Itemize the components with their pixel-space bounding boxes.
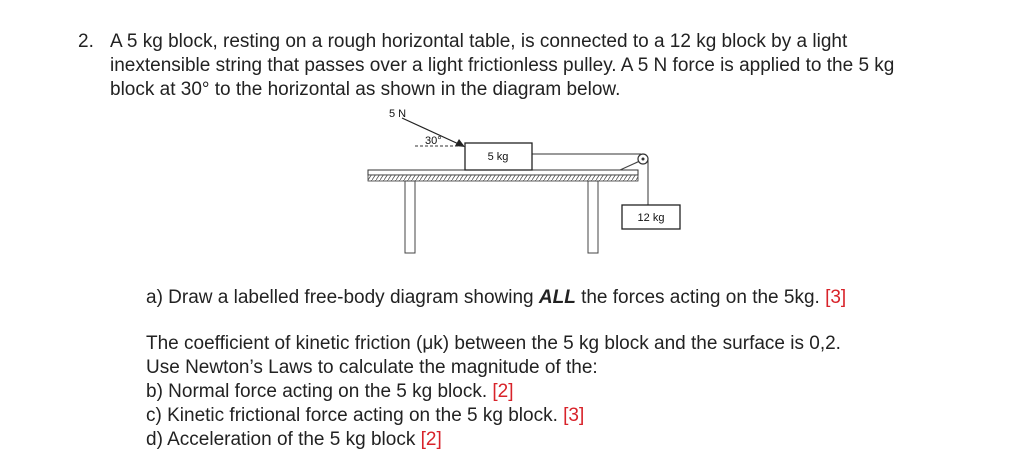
table-surface-hatch xyxy=(368,175,638,181)
part-a-marks: [3] xyxy=(825,287,847,308)
part-c-text: c) Kinetic frictional force acting on the 5 kg block. xyxy=(146,405,564,426)
question-line-2: inextensible string that passes over a light frictionless pulley. A 5 N force is applied to the 5 kg xyxy=(110,55,895,76)
block-5kg-label: 5 kg xyxy=(487,151,509,163)
table xyxy=(368,170,638,253)
part-a xyxy=(146,287,846,309)
info-line-1: The coefficient of kinetic friction (μk) between the 5 kg block and the surface is 0,2. xyxy=(146,333,841,354)
question-line-1: A 5 kg block, resting on a rough horizontal table, is connected to a 12 kg block by a light xyxy=(110,31,848,52)
block-12kg-label: 12 kg xyxy=(637,212,665,224)
table-leg-right xyxy=(588,181,598,253)
part-b-text: b) Normal force acting on the 5 kg block. xyxy=(146,381,493,402)
part-d xyxy=(146,429,442,451)
part-c xyxy=(146,405,584,427)
table-leg-left xyxy=(405,181,415,253)
part-d-marks: [2] xyxy=(420,429,442,450)
part-b-marks: [2] xyxy=(492,381,514,402)
part-b xyxy=(146,381,514,403)
force-label: 5 N xyxy=(389,108,407,120)
part-a-text-after: the forces acting on the 5kg. xyxy=(575,287,826,308)
part-a-text: a) Draw a labelled free-body diagram showing xyxy=(146,287,539,308)
part-a-emphasis: ALL xyxy=(538,287,576,308)
part-d-text: d) Acceleration of the 5 kg block xyxy=(146,429,421,450)
question-number: 2. xyxy=(78,31,94,52)
pulley-axle xyxy=(642,158,645,161)
table-top xyxy=(368,170,638,175)
part-c-marks: [3] xyxy=(563,405,585,426)
angle-label: 30° xyxy=(425,135,442,147)
question-line-3: block at 30° to the horizontal as shown in the diagram below. xyxy=(110,79,621,100)
info-line-2: Use Newton’s Laws to calculate the magnitude of the: xyxy=(146,357,598,378)
